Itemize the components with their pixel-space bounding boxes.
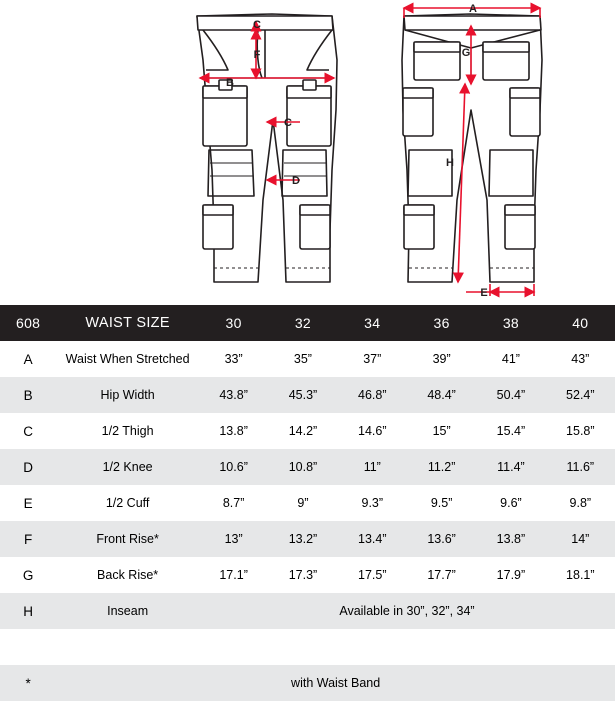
cell-D-32: 10.8” — [288, 460, 318, 474]
cell-F-38: 13.8” — [496, 532, 526, 546]
cell-C-36: 15” — [432, 424, 451, 438]
cell-E-30: 8.7” — [222, 496, 245, 510]
table-row — [0, 449, 615, 485]
cell-F-30: 13” — [224, 532, 243, 546]
callout-D: D — [292, 175, 300, 187]
cell-A-36: 39” — [432, 352, 451, 366]
table-header-row — [0, 305, 615, 341]
table-row — [0, 413, 615, 449]
table-row — [0, 557, 615, 593]
table-row — [0, 521, 615, 557]
cell-B-30: 43.8” — [219, 388, 248, 402]
table-row-inseam — [0, 593, 615, 629]
footnote-text: with Waist Band — [291, 676, 381, 690]
cell-D-30: 10.6” — [219, 460, 248, 474]
callout-F: F — [253, 49, 261, 61]
cell-A-38: 41” — [501, 352, 520, 366]
cell-A-34: 37” — [363, 352, 382, 366]
size-header-40: 40 — [572, 315, 589, 331]
row-code-G: G — [22, 567, 34, 583]
cell-B-34: 46.8” — [358, 388, 387, 402]
callout-C-top: C — [253, 19, 261, 31]
cell-A-32: 35” — [293, 352, 312, 366]
callout-B: B — [226, 77, 234, 89]
table-row — [0, 485, 615, 521]
cell-G-36: 17.7” — [427, 568, 456, 582]
row-code-C: C — [23, 423, 33, 439]
cell-G-30: 17.1” — [219, 568, 248, 582]
size-header-36: 36 — [433, 315, 450, 331]
cell-C-32: 14.2” — [288, 424, 318, 438]
row-label-A: Waist When Stretched — [65, 352, 190, 366]
cell-D-34: 11” — [363, 460, 381, 474]
cell-F-36: 13.6” — [427, 532, 456, 546]
cell-A-40: 43” — [571, 352, 590, 366]
row-label-G: Back Rise* — [97, 568, 159, 582]
row-label-C: 1/2 Thigh — [101, 424, 154, 438]
cell-D-38: 11.4” — [497, 460, 525, 474]
cell-F-40: 14” — [571, 532, 590, 546]
cell-C-34: 14.6” — [358, 424, 387, 438]
callout-G: G — [461, 47, 471, 59]
waist-size-header: WAIST SIZE — [85, 315, 170, 331]
product-code: 608 — [16, 315, 41, 331]
inseam-availability: Available in 30”, 32”, 34” — [339, 604, 475, 618]
row-label-B: Hip Width — [100, 388, 155, 402]
footnote-marker: * — [25, 675, 31, 691]
pants-front-view — [197, 14, 337, 282]
cell-E-36: 9.5” — [430, 496, 453, 510]
table-footnote-row — [0, 665, 615, 701]
cell-G-38: 17.9” — [496, 568, 526, 582]
cell-G-34: 17.5” — [358, 568, 387, 582]
callout-E: E — [480, 287, 488, 299]
row-label-E: 1/2 Cuff — [105, 496, 150, 510]
size-header-32: 32 — [294, 315, 312, 331]
row-code-F: F — [24, 531, 33, 547]
table-spacer-row — [0, 629, 615, 665]
row-code-A: A — [23, 351, 33, 367]
row-code-E: E — [23, 495, 33, 511]
cell-C-38: 15.4” — [496, 424, 526, 438]
row-code-H: H — [23, 603, 33, 619]
cell-E-32: 9” — [297, 496, 309, 510]
row-code-B: B — [23, 387, 33, 403]
table-row — [0, 377, 615, 413]
callout-A: A — [469, 3, 477, 15]
cell-F-34: 13.4” — [358, 532, 387, 546]
row-label-F: Front Rise* — [96, 532, 159, 546]
size-header-30: 30 — [225, 315, 242, 331]
callout-C: C — [284, 117, 292, 129]
callout-H: H — [446, 157, 454, 169]
row-label-D: 1/2 Knee — [102, 460, 153, 474]
size-header-34: 34 — [364, 315, 381, 331]
cell-D-40: 11.6” — [566, 460, 595, 474]
cell-A-30: 33” — [224, 352, 243, 366]
cell-B-36: 48.4” — [427, 388, 456, 402]
cell-E-34: 9.3” — [361, 496, 384, 510]
cell-B-38: 50.4” — [496, 388, 526, 402]
cell-D-36: 11.2” — [427, 460, 456, 474]
cell-F-32: 13.2” — [288, 532, 318, 546]
cell-C-30: 13.8” — [219, 424, 248, 438]
cell-B-40: 52.4” — [566, 388, 595, 402]
cell-G-32: 17.3” — [288, 568, 318, 582]
cell-B-32: 45.3” — [288, 388, 318, 402]
cell-E-38: 9.6” — [500, 496, 522, 510]
size-chart-table — [0, 305, 615, 701]
size-header-38: 38 — [502, 315, 520, 331]
row-code-D: D — [23, 459, 33, 475]
row-label-H: Inseam — [107, 604, 149, 618]
cell-E-40: 9.8” — [569, 496, 592, 510]
pants-back-view — [402, 14, 542, 282]
cell-G-40: 18.1” — [566, 568, 595, 582]
cell-C-40: 15.8” — [566, 424, 595, 438]
spacer-cell — [0, 629, 615, 665]
table-row — [0, 341, 615, 377]
garment-diagram — [0, 0, 615, 305]
